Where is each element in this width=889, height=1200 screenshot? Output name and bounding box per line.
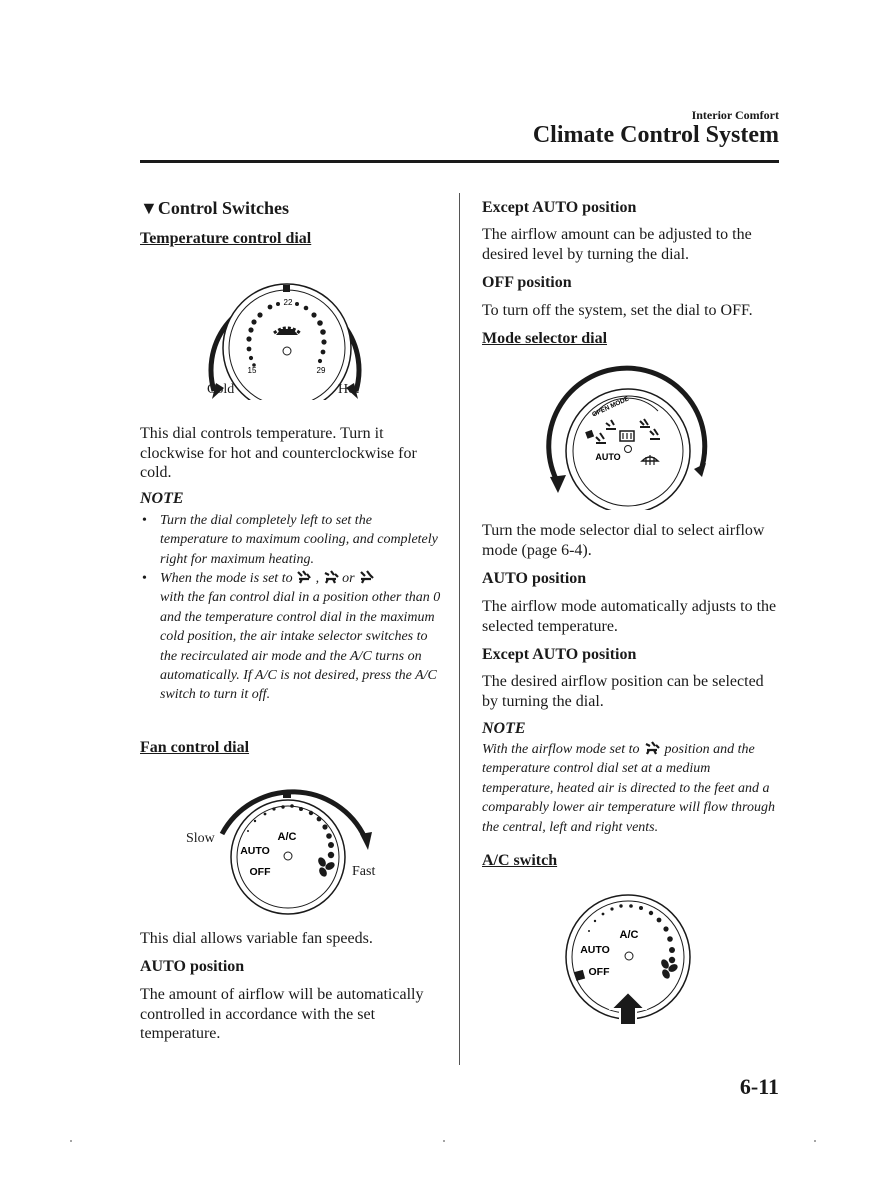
mode-note-text: With the airflow mode set to position and the temperature control dial set at a medium temperature, heated air is directed to the feet and a comparably lower air temperature will flow through the central, left and right vents. [482, 742, 775, 835]
note-title: NOTE [140, 490, 184, 507]
print-mark [814, 1140, 816, 1142]
cold-label: Cold [207, 382, 235, 397]
vent-mode-icon [296, 570, 312, 584]
off-position-paragraph: To turn off the system, set the dial to OFF. [482, 302, 753, 319]
page-number: 6-11 [739, 1074, 779, 1099]
dial-marker-icon [283, 790, 291, 798]
mode-dial-illustration [540, 365, 720, 510]
slow-label: Slow [186, 831, 215, 846]
auto-label: AUTO [595, 452, 621, 462]
mode-paragraph: Turn the mode selector dial to select airflow mode (page 6-4). [482, 522, 765, 559]
mode-except-heading: Except AUTO position [482, 646, 637, 663]
bullet-icon: • [142, 513, 147, 528]
mode-note-title: NOTE [482, 720, 526, 737]
dial-inner-ring [573, 396, 683, 506]
except-auto-heading: Except AUTO position [482, 199, 637, 216]
control-switches-heading: ▼Control Switches [140, 198, 289, 218]
except-auto-paragraph: The airflow amount can be adjusted to the desired level by turning the dial. [482, 226, 752, 263]
mode-auto-heading: AUTO position [482, 570, 587, 587]
mode-dial-title: Mode selector dial [482, 330, 608, 347]
auto-label: AUTO [240, 845, 270, 857]
fan-auto-paragraph: The amount of airflow will be automatically controlled in accordance with the set temperature. [140, 986, 424, 1042]
floor-mode-icon [358, 570, 374, 584]
mode-auto-paragraph: The airflow mode automatically adjusts to the selected temperature. [482, 598, 777, 635]
dial-inner-ring [237, 806, 339, 908]
off-position-heading: OFF position [482, 274, 572, 291]
ac-switch-title: A/C switch [482, 852, 558, 869]
open-mode-label: OPEN MODE [591, 395, 631, 419]
note-item: • When the mode is set to , or with the fan control dial in a position other than 0 and the temperature control dial in the maximum cold position, the air intake selector switches to the recirculated air mode and the A/C turns on automatically. If A/C is not desired, press the A/C switch to turn it off. [142, 571, 441, 703]
temperature-dial-illustration [200, 265, 370, 400]
ac-switch-illustration [555, 885, 705, 1030]
temp-mark-22: 22 [283, 298, 293, 307]
bullet-icon: • [142, 571, 147, 586]
temp-mark-15: 15 [247, 366, 257, 375]
note-item: • Turn the dial completely left to set the temperature to maximum cooling, and completely right for maximum heating. [142, 513, 438, 567]
ac-label: A/C [619, 929, 639, 941]
hot-label: Hot [338, 382, 359, 397]
fan-paragraph: This dial allows variable fan speeds. [140, 930, 373, 947]
print-mark [70, 1140, 72, 1142]
mode-except-paragraph: The desired airflow position can be selected by turning the dial. [482, 673, 764, 710]
arrow-right-icon [360, 832, 372, 850]
bi-level-mode-icon [643, 741, 661, 755]
auto-label: AUTO [580, 944, 610, 956]
off-label: OFF [588, 966, 610, 978]
column-divider [459, 193, 460, 1065]
fast-label: Fast [352, 864, 376, 879]
fan-dial-title: Fan control dial [140, 739, 250, 756]
temp-mark-29: 29 [316, 366, 326, 375]
triangle-down-icon: ▼ [140, 198, 158, 218]
header-rule [140, 160, 779, 163]
page-title: Climate Control System [532, 122, 779, 148]
fan-dial-illustration [210, 774, 380, 919]
dial-marker-icon [283, 285, 290, 292]
temperature-paragraph: This dial controls temperature. Turn it clockwise for hot and counterclockwise for cold. [140, 425, 417, 481]
arrow-left-icon [550, 475, 566, 493]
fan-auto-heading: AUTO position [140, 958, 245, 975]
off-label: OFF [249, 866, 271, 878]
ac-label: A/C [277, 831, 297, 843]
temperature-dial-title: Temperature control dial [140, 230, 312, 247]
section-label: Interior Comfort [691, 108, 779, 122]
print-mark [443, 1140, 445, 1142]
bi-level-mode-icon [323, 570, 339, 584]
